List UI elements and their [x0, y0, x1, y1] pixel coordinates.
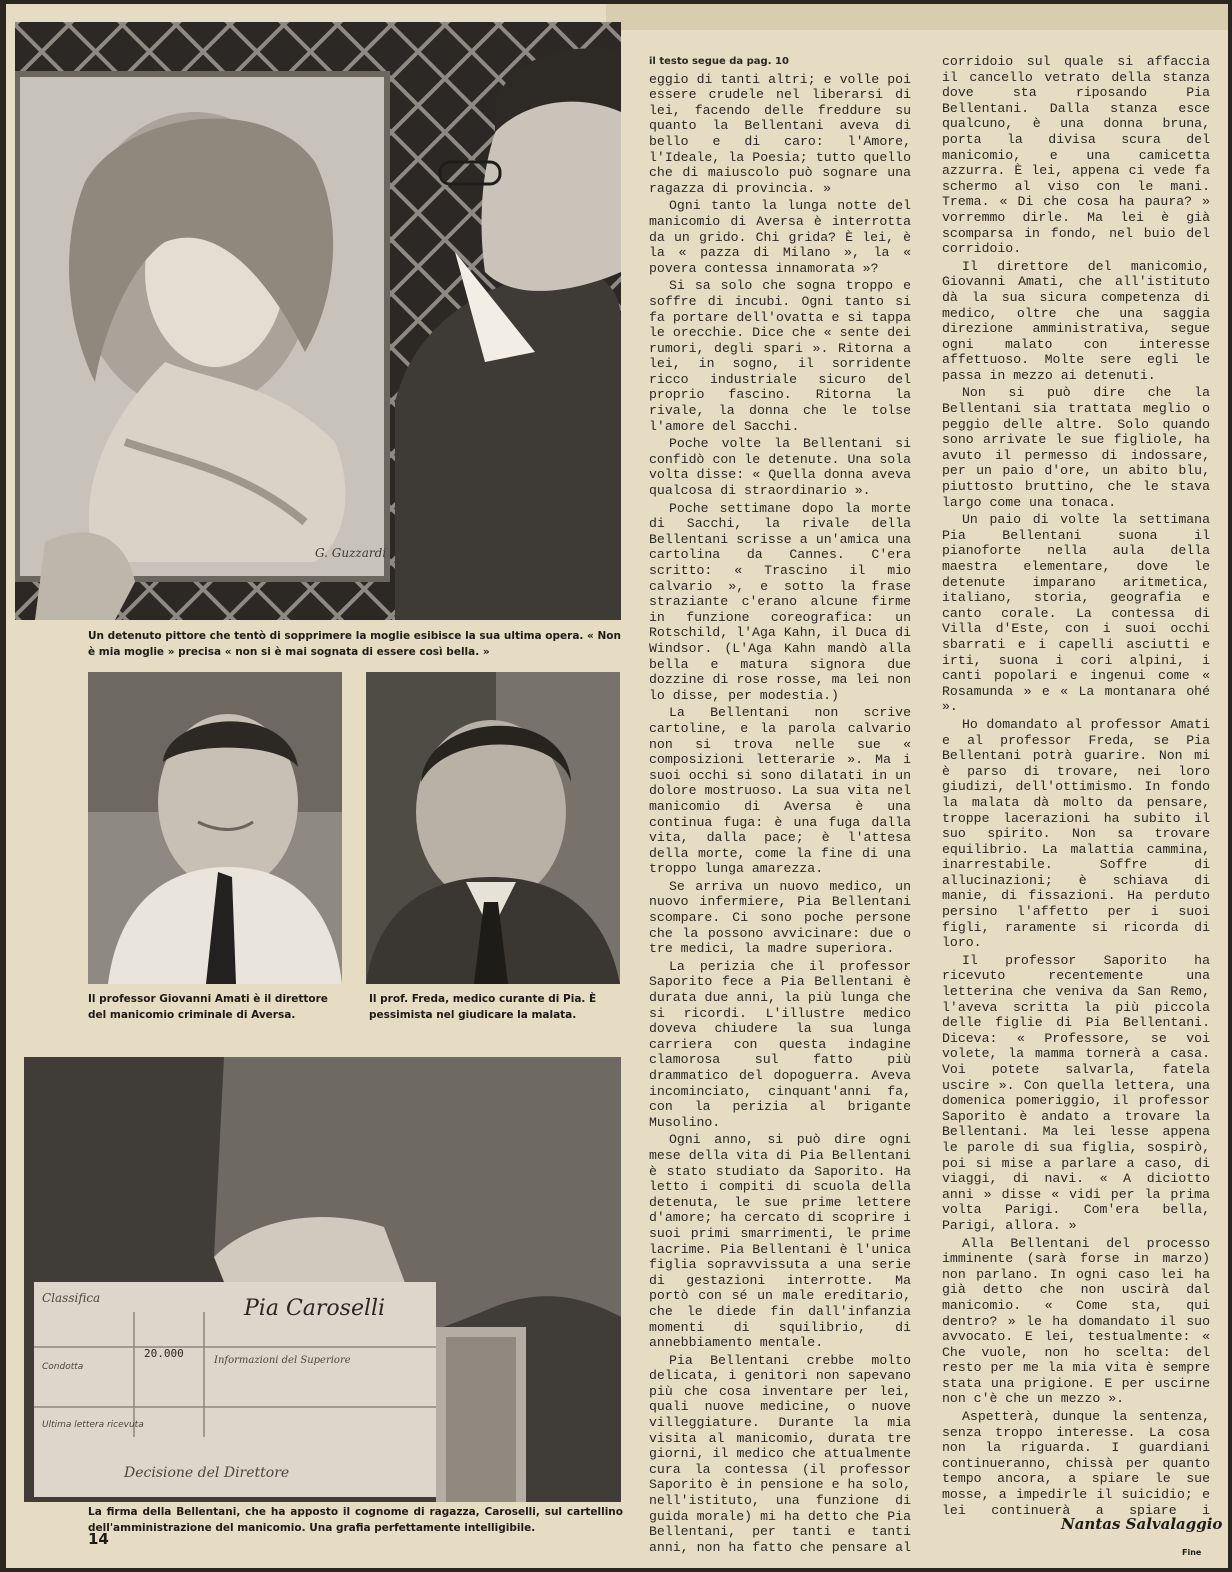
paragraph: Il direttore del manicomio, Giovanni Amati, che all'istituto dà la sua sicura competenza di medico, oltre che una saggia direzione amministrativa, segue ogni malato con interesse affettuoso. Molte sere egli le passa in mezzo ai detenuti. — [942, 258, 1210, 383]
caption-amati: Il professor Giovanni Amati è il direttore del manicomio criminale di Aversa. — [88, 993, 328, 1021]
card-footer: Decisione del Direttore — [124, 1465, 290, 1481]
paragraph: La Bellentani non scrive cartoline, e la parola calvario non si trova nelle sue « composizioni letterarie ». Ma i suoi occhi si sono dilatati in un dolore mostruoso. La sua vita nel manicomio di Aversa è una continua fuga: è una fuga dalla vita, dalla pace; è l'attesa della morte, come la fine di una troppo lunga amarezza. — [649, 705, 911, 877]
paragraph: Ho domandato al professor Amati e al professor Freda, se Pia Bellentani potrà guarire. Non mi è parso di trovare, nei loro giudizi, dell'ottimismo. In fondo la malata dà molto da pensare, troppe lacerazioni ha subito il suo spirito. Non sa trovare equilibrio. La malattia cammina, inarrestabile. Soffre di allucinazioni; è schiava di manie, di fissazioni. Ha perduto persino l'affetto per i suoi figli, raramente si ricorda di loro. — [942, 716, 1210, 951]
card-row1: Condotta — [42, 1362, 84, 1372]
article-column-right — [942, 54, 1210, 1516]
magazine-page — [6, 4, 1228, 1568]
page-edge-strip — [606, 4, 1228, 30]
continued-from-label: il testo segue da pag. 10 — [649, 56, 789, 67]
photo-prof-freda — [366, 672, 620, 984]
paragraph: Se arriva un nuovo medico, un nuovo infermiere, Pia Bellentani scompare. Ci sono poche persone che la possono avvicinare: due o tre medici, la madre superiora. — [649, 878, 911, 957]
paragraph: La perizia che il professor Saporito fece a Pia Bellentani è durata due anni, la più lunga che si ricordi. L'illustre medico doveva chiudere la sua lunga carriera con questa indagine clamorosa sul fatto più drammatico del dopoguerra. Aveva incominciato, cinquant'anni fa, con la perizia al brigante Musolino. — [649, 958, 911, 1130]
caption-card: La firma della Bellentani, che ha apposto il cognome di ragazza, Caroselli, sul cartellino dell'amministrazione del manicomio. Una grafia perfettamente intelligibile. — [88, 1506, 623, 1534]
photo-painter-with-painting — [15, 22, 621, 620]
end-mark: Fine — [1182, 1548, 1202, 1557]
paragraph: Ogni anno, si può dire ogni mese della vita di Pia Bellentani è stato studiato da Saporito. Ha letto i compiti di scuola della detenuta, le sue prime lettere d'amore; ha cercato di scoprire i suoi primi smarrimenti, le prime lacrime. Pia Bellentani è l'unica figlia sopravvissuta a una serie di gestazioni interrotte. Ma portò con sé un male ereditario, che le diede fin dall'infanzia momenti di squilibrio, di annebbiamento mentale. — [649, 1132, 911, 1351]
paragraph: Poche settimane dopo la morte di Sacchi, la rivale della Bellentani scrisse a un'amica una cartolina da Cannes. C'era scritto: « Trascino il mio calvario », e sotto la frase straziante c'erano alcune firme in funzione coreografica: un Rotschild, l'Aga Kahn, il Duca di Windsor. (L'Aga Kahn mandò alla bella e matura signora due dozzine di rose rosse, ma lei non lo disse, per modestia.) — [649, 500, 911, 703]
caption-painting: Un detenuto pittore che tentò di sopprimere la moglie esibisce la sua ultima opera. « Non è mia moglie » precisa « non si è mai sognata di essere così bella. » — [88, 630, 621, 658]
paragraph: Il professor Saporito ha ricevuto recentemente una letterina che veniva da San Remo, l'aveva scritta la più piccola delle figlie di Pia Bellentani. Diceva: « Professore, se voi volete, la mamma tornerà a casa. Voi potete salvarla, fatela uscire ». Con quella lettera, una domenica pomeriggio, il professor Saporito è andato a trovare la Bellentani. Ma lei lesse appena le parole di sua figlia, sospirò, poi si mise a parlare a caso, di viaggi, di navi. « A diciotto anni » disse « vidi per la prima volta Parigi. Com'era bella, Parigi, allora. » — [942, 952, 1210, 1233]
paragraph: Un paio di volte la settimana Pia Bellentani suona il pianoforte nella aula della maestra elementare, dove le detenute imparano aritmetica, italiano, storia, geografia e canto corale. La contessa di Villa d'Este, con i suoi occhi sbarrati e i capelli asciutti e irti, suona i cori alpini, i canti popolari e ingenui come « Rosamunda » e « La montanara ohé ». — [942, 512, 1210, 715]
paragraph: Poche volte la Bellentani si confidò con le detenute. Una sola volta disse: « Quella donna aveva qualcosa di straordinario ». — [649, 436, 911, 499]
article-column-middle — [649, 54, 911, 1554]
paragraph: Ogni tanto la lunga notte del manicomio di Aversa è interrotta da un grido. Chi grida? È lei, è la « pazza di Milano », la « povera contessa innamorata »? — [649, 198, 911, 276]
painting-signature: G. Guzzardi — [315, 546, 387, 560]
author-byline: Nantas Salvalaggio — [1061, 1515, 1223, 1533]
paragraph: Si sa solo che sogna troppo e soffre di incubi. Ogni tanto si fa portare dell'ovatta e si tappa le orecchie. Dice che « sente dei rumori, degli spari ». Ritorna a lei, in sogno, il sorridente ricco industriale sicuro del proprio fascino. Ritorna la rivale, la donna che le tolse l'amore del Sacchi. — [649, 278, 911, 434]
paragraph: Non si può dire che la Bellentani sia trattata meglio o peggio delle altre. Solo quando sono arrivate le sue figliole, ha avuto il permesso di indossare, per un paio d'ore, un abito blu, piuttosto bruttino, che le stava largo come una tonaca. — [942, 385, 1210, 510]
card-signature: Pia Caroselli — [244, 1296, 386, 1321]
paragraph: Pia Bellentani crebbe molto delicata, i genitori non sapevano più che cosa inventare per lei, quali nuove medicine, o nuove villeggiature. Durante la mia visita al manicomio, durata tre giorni, il medico che attualmente cura la contessa (il professor Saporito è in pensione e ha solo, nell'istituto, una funzione di guida morale) mi ha detto che Pia Bellentani, per tanti e tanti anni, non ha fatto che pensare al — [649, 1352, 911, 1554]
photo-giovanni-amati — [88, 672, 342, 984]
card-amount: 20.000 — [144, 1347, 184, 1360]
paragraph: corridoio sul quale si affaccia il cancello vetrato della stanza dove sta riposando Pia Bellentani. Dalla stanza esce qualcuno, è una donna bruna, porta la divisa scura del manicomio, e una camicetta azzurra. È lei, appena ci vede fa schermo al viso con le mani. Trema. « Di che cosa ha paura? » vorremmo dirle. Ma lei è già scomparsa in fondo, nel buio del corridoio. — [942, 54, 1210, 257]
card-row2: Ultima lettera ricevuta — [42, 1420, 144, 1430]
photo-signature-card — [24, 1057, 621, 1502]
paragraph: eggio di tanti altri; e volle poi essere crudele nel liberarsi di lei, facendo delle freddure su quanto la Bellentani aveva di bello e di caro: l'Amore, l'Ideale, la Poesia; tutto quello che di maiuscolo può sognare una ragazza di provincia. » — [649, 71, 911, 196]
page-number: 14 — [88, 1530, 109, 1548]
paragraph: Aspetterà, dunque la sentenza, senza troppo interesse. La cosa non la riguarda. I guardiani continueranno, chissà per quanto tempo ancora, a spiare le sue mosse, a impedirle il suicidio; e lei continuerà a spiare i — [942, 1409, 1210, 1516]
paragraph: Alla Bellentani del processo imminente (sarà forse in marzo) non parlano. In ogni caso lei ha già detto che non uscirà dal manicomio. « Come sta, qui dentro? » le ha domandato il suo avvocato. E lei, testualmente: « Che vuole, non ho scelta: del resto per me la mia vita è sempre stata una prigione. E per uscirne non c'è che un mezzo ». — [942, 1235, 1210, 1407]
card-info: Informazioni del Superiore — [214, 1355, 351, 1366]
caption-freda: Il prof. Freda, medico curante di Pia. È pessimista nel giudicare la malata. — [369, 993, 597, 1021]
card-header: Classifica — [42, 1291, 101, 1305]
